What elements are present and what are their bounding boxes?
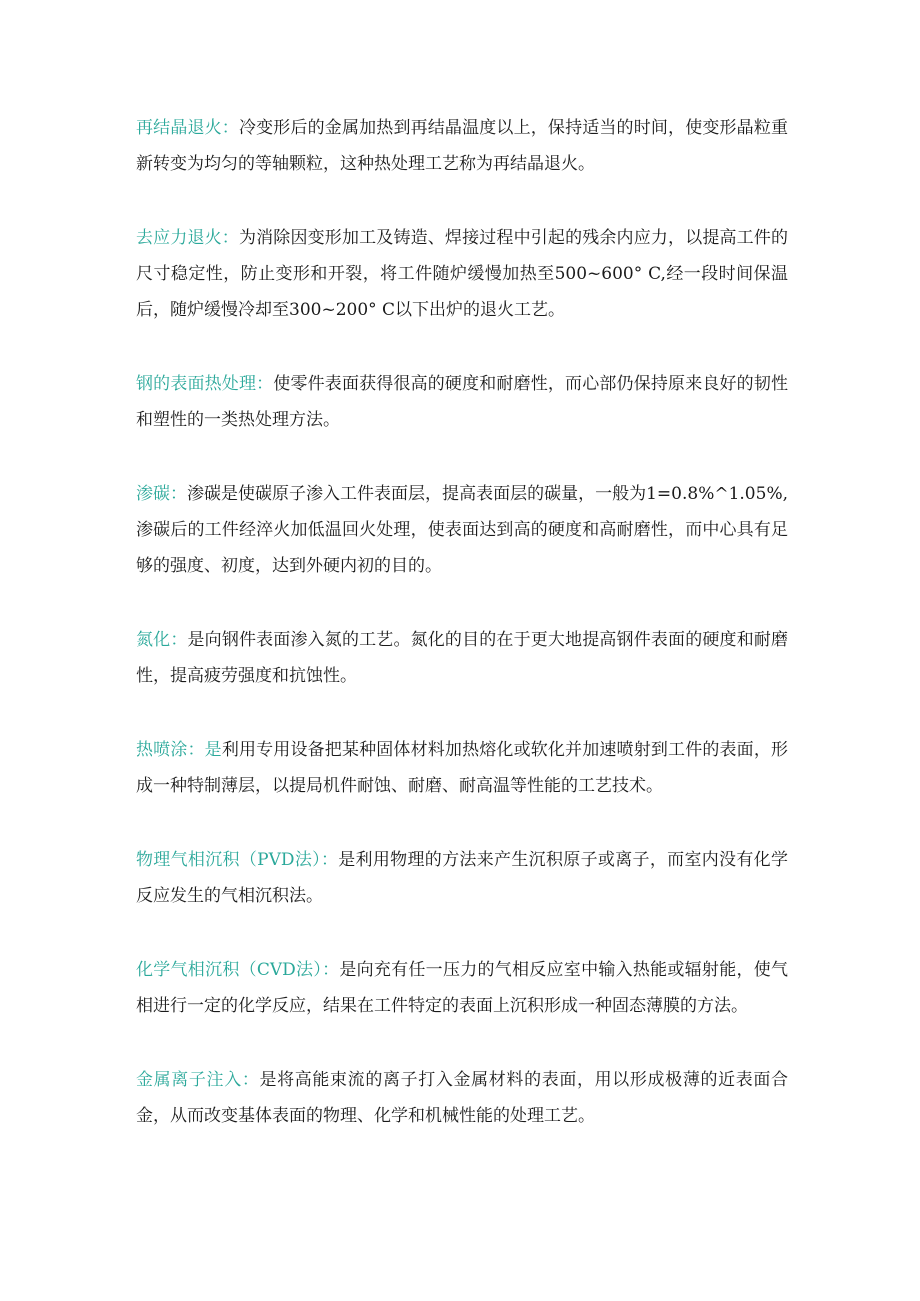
term-description: 冷变形后的金属加热到再结晶温度以上，保持适当的时间，使变形晶粒重新转变为均匀的等轴颗粒，这种热处理工艺称为再结晶退火。: [136, 118, 789, 174]
definition-surface-heat-treatment: [136, 366, 788, 438]
term-description: 为消除因变形加工及铸造、焊接过程中引起的残余内应力，以提高工件的尺寸稳定性，防止变形和开裂，将工件随炉缓慢加热至500~600° C,经一段时间保温后，随炉缓慢冷却至300~200° C以下出炉的退火工艺。: [136, 228, 789, 320]
term-label: 去应力退火：: [136, 228, 239, 248]
term-description: 是利用物理的方法来产生沉积原子或离子，而室内没有化学反应发生的气相沉积法。: [136, 850, 788, 906]
definition-nitriding: [136, 622, 788, 694]
definition-pvd: [136, 842, 788, 914]
document-body: [136, 110, 788, 1134]
term-description: 是向充有任一压力的气相反应室中输入热能或辐射能，使气相进行一定的化学反应，结果在工件特定的表面上沉积形成一种固态薄膜的方法。: [136, 960, 788, 1016]
term-description: 渗碳是使碳原子渗入工件表面层，提高表面层的碳量，一般为1=0.8%^1.05%,渗碳后的工件经淬火加低温回火处理，使表面达到高的硬度和高耐磨性，而中心具有足够的强度、初度，达到外硬内初的目的。: [136, 484, 789, 576]
definition-carburizing: [136, 476, 788, 584]
term-label: 渗碳：: [136, 484, 188, 504]
definition-stress-relief-annealing: [136, 220, 788, 328]
definition-recrystallization-annealing: [136, 110, 788, 182]
term-description: 利用专用设备把某种固体材料加热熔化或软化并加速喷射到工件的表面，形成一种特制薄层，以提局机件耐蚀、耐磨、耐高温等性能的工艺技术。: [136, 740, 789, 796]
term-description: 使零件表面获得很高的硬度和耐磨性，而心部仍保持原来良好的韧性和塑性的一类热处理方法。: [136, 374, 788, 430]
definition-thermal-spraying: [136, 732, 788, 804]
term-label: 钢的表面热处理：: [136, 374, 274, 394]
term-label: 金属离子注入：: [136, 1070, 260, 1090]
definition-cvd: [136, 952, 788, 1024]
definition-ion-implantation: [136, 1062, 788, 1134]
term-description: 是向钢件表面渗入氮的工艺。氮化的目的在于更大地提高钢件表面的硬度和耐磨性，提高疲劳强度和抗蚀性。: [136, 630, 789, 686]
term-label: 物理气相沉积（PVD法）：: [136, 850, 339, 870]
term-label: 热喷涂：是: [136, 740, 222, 760]
term-label: 氮化：: [136, 630, 188, 650]
term-label: 化学气相沉积（CVD法）：: [136, 960, 340, 980]
term-label: 再结晶退火：: [136, 118, 239, 138]
term-description: 是将高能束流的离子打入金属材料的表面，用以形成极薄的近表面合金，从而改变基体表面的物理、化学和机械性能的处理工艺。: [136, 1070, 789, 1126]
